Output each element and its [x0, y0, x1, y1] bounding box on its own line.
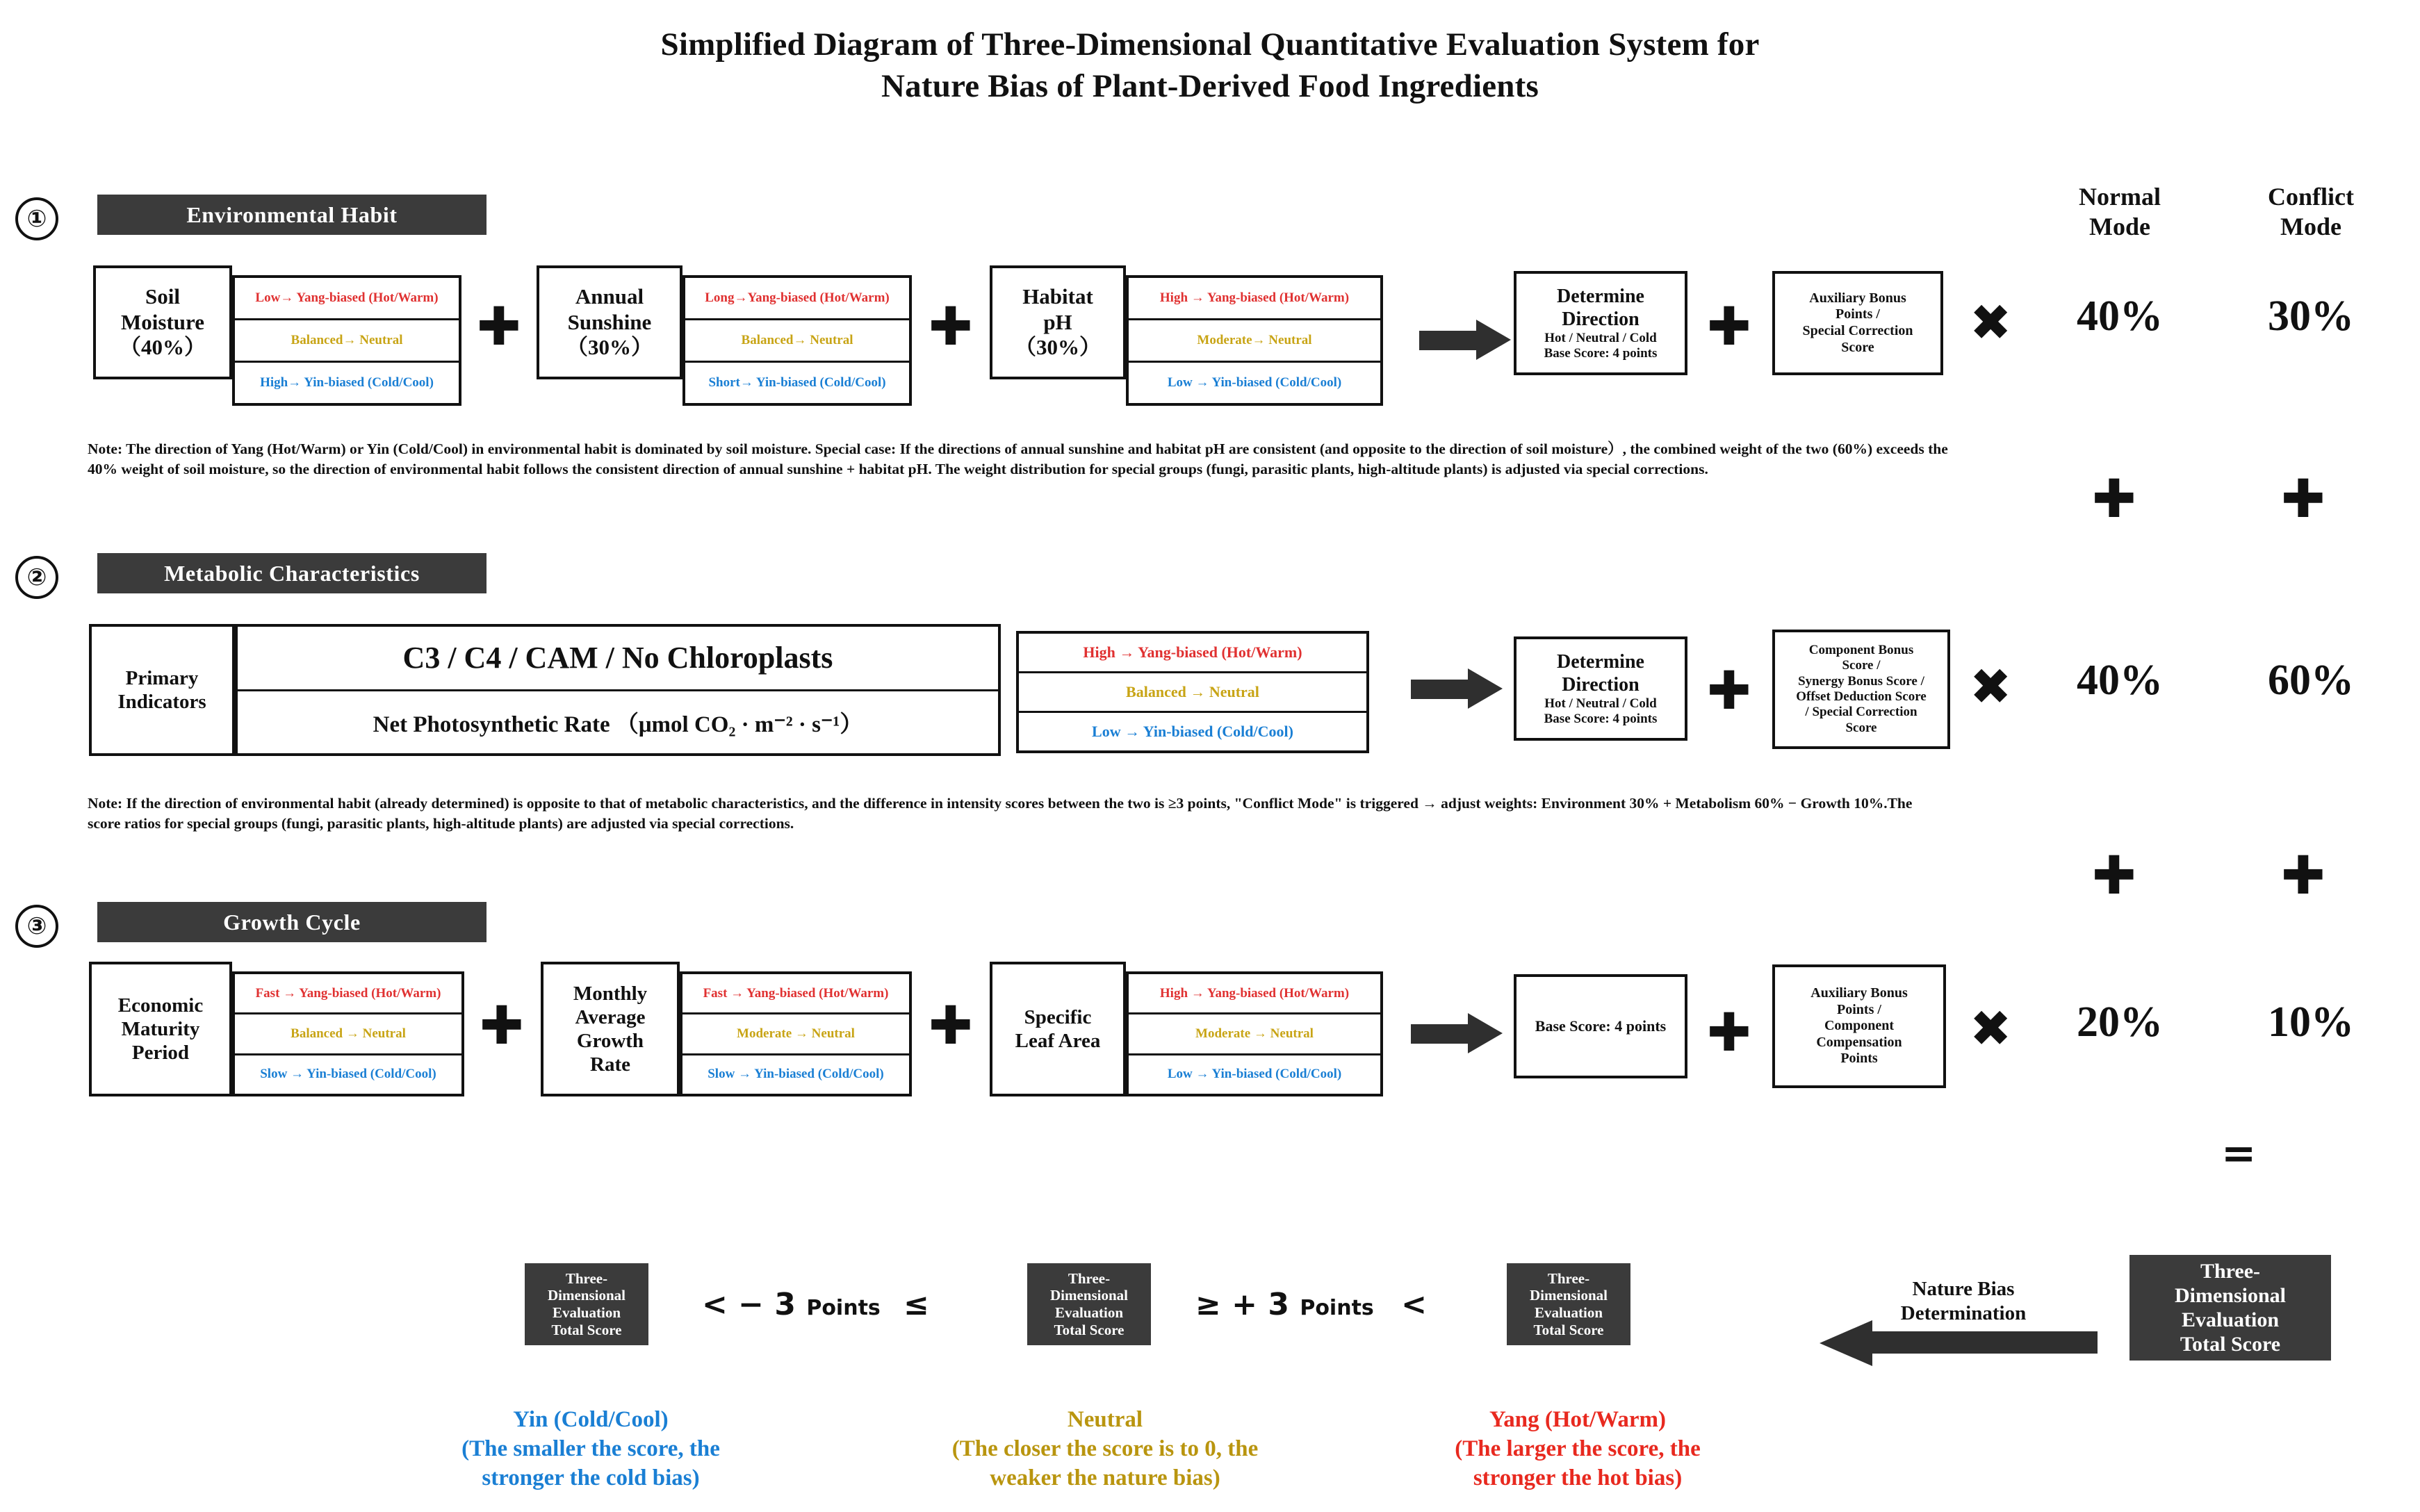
section-2-number: ②: [15, 556, 58, 599]
plus-operator: ✚: [1707, 1001, 1751, 1063]
times-operator: ✖: [1970, 999, 2012, 1058]
base-score-box-3: Base Score: 4 points: [1514, 974, 1687, 1078]
criteria-specific-leaf-area: High → Yang-biased (Hot/Warm) Moderate → Neutral Low → Yin-biased (Cold/Cool): [1126, 971, 1383, 1096]
criteria-economic-maturity: Fast → Yang-biased (Hot/Warm) Balanced → Neutral Slow → Yin-biased (Cold/Cool): [232, 971, 464, 1096]
normal-mode-header: Normal Mode: [2079, 183, 2161, 241]
total-score-chip-right: Three- Dimensional Evaluation Total Score: [1507, 1263, 1630, 1345]
page-title: [0, 24, 2420, 107]
component-bonus-box: Component Bonus Score / Synergy Bonus Score / Offset Deduction Score / Special Correction Score: [1772, 630, 1950, 749]
section-2-header: Metabolic Characteristics: [97, 553, 487, 593]
factor-soil-moisture: Soil Moisture （40%）: [93, 265, 232, 379]
section-1-note: Note: The direction of Yang (Hot/Warm) or Yin (Cold/Cool) in environmental habit is dominated by soil moisture. Special case: If the directions of annual sunshine and habitat pH are consistent (and opposite to the direction of soil moisture）, the combined weight of the two (60%) exceeds the 40% weight of soil moisture, so the direction of environmental habit follows the consistent direction of annual sunshine + habitat pH. The weight distribution for special groups (fungi, parasitic plants, high-altitude plants) is adjusted via special corrections.: [88, 441, 1948, 477]
page-title-line1: Simplified Diagram of Three-Dimensional Quantitative Evaluation System for: [660, 26, 1760, 63]
conflict-mode-header: Conflict Mode: [2268, 183, 2354, 241]
plus-operator: ✚: [929, 994, 973, 1056]
auxiliary-bonus-box-1: Auxiliary Bonus Points / Special Correction Score: [1772, 271, 1943, 375]
section-1-number: ①: [15, 197, 58, 240]
factor-habitat-ph: Habitat pH （30%）: [990, 265, 1126, 379]
determine-direction-box-1: Determine Direction Hot / Neutral / Cold Base Score: 4 points: [1514, 271, 1687, 375]
plus-operator-conflict: ✚: [2281, 844, 2325, 906]
section-1-header: Environmental Habit: [97, 195, 487, 235]
factor-economic-maturity-period: Economic Maturity Period: [89, 962, 232, 1096]
nature-bias-arrow-icon: [1820, 1320, 2098, 1366]
normal-weight-1: 40%: [2077, 293, 2163, 340]
total-score-chip-middle: Three- Dimensional Evaluation Total Score: [1027, 1263, 1151, 1345]
plus-operator-normal: ✚: [2092, 844, 2136, 906]
factor-specific-leaf-area: Specific Leaf Area: [990, 962, 1126, 1096]
legend-yin: Yin (Cold/Cool) (The smaller the score, the stronger the cold bias): [461, 1407, 720, 1491]
section-3-header: Growth Cycle: [97, 902, 487, 942]
nature-bias-label: Nature Bias Determination: [1900, 1278, 2027, 1324]
criteria-habitat-ph: High → Yang-biased (Hot/Warm) Moderate→ Neutral Low → Yin-biased (Cold/Cool): [1126, 275, 1383, 406]
section-2-note: Note: If the direction of environmental habit (already determined) is opposite to that of metabolic characteristics, and the difference in intensity scores between the two is ≥3 points, "Conflict Mode" is triggered → adjust weights: Environment 30% + Metabolism 60% − Growth 10%.The score ratios for special groups (fungi, parasitic plants, high-altitude plants) are adjusted via special corrections.: [88, 795, 1913, 832]
times-operator: ✖: [1970, 657, 2012, 716]
comparator-right: ≥ + 3 Points <: [1195, 1287, 1427, 1322]
flow-arrow-icon: [1411, 668, 1503, 709]
flow-arrow-icon: [1411, 1013, 1503, 1053]
section-3-number: ③: [15, 905, 58, 948]
auxiliary-bonus-box-3: Auxiliary Bonus Points / Component Compensation Points: [1772, 964, 1946, 1088]
three-dimensional-total-score-box: Three- Dimensional Evaluation Total Score: [2129, 1255, 2331, 1361]
plus-operator: ✚: [480, 994, 524, 1056]
plus-operator: ✚: [1707, 659, 1751, 721]
criteria-metabolic: High → Yang-biased (Hot/Warm) Balanced → Neutral Low → Yin-biased (Cold/Cool): [1016, 631, 1369, 753]
criteria-annual-sunshine: Long→Yang-biased (Hot/Warm) Balanced→ Neutral Short→ Yin-biased (Cold/Cool): [682, 275, 912, 406]
equals-operator: =: [2221, 1129, 2255, 1178]
factor-annual-sunshine: Annual Sunshine （30%）: [537, 265, 682, 379]
primary-indicators-box: Primary Indicators: [89, 624, 235, 756]
factor-monthly-average-growth-rate: Monthly Average Growth Rate: [541, 962, 680, 1096]
plus-operator: ✚: [929, 295, 973, 357]
conflict-weight-1: 30%: [2268, 293, 2354, 340]
plus-operator-normal: ✚: [2092, 468, 2136, 529]
plus-operator: ✚: [477, 295, 521, 357]
times-operator: ✖: [1970, 293, 2012, 352]
flow-arrow-icon: [1419, 320, 1511, 360]
criteria-monthly-growth-rate: Fast → Yang-biased (Hot/Warm) Moderate → Neutral Slow → Yin-biased (Cold/Cool): [680, 971, 912, 1096]
conflict-weight-3: 10%: [2268, 999, 2354, 1046]
normal-weight-3: 20%: [2077, 999, 2163, 1046]
normal-weight-2: 40%: [2077, 657, 2163, 704]
metabolic-primary-rows: C3 / C4 / CAM / No Chloroplasts Net Photosynthetic Rate （μmol CO₂ · m⁻² · s⁻¹）: [235, 624, 1001, 756]
legend-yang: Yang (Hot/Warm) (The larger the score, the stronger the hot bias): [1455, 1407, 1701, 1491]
total-score-chip-left: Three- Dimensional Evaluation Total Score: [525, 1263, 648, 1345]
plus-operator: ✚: [1707, 295, 1751, 357]
criteria-soil-moisture: Low→ Yang-biased (Hot/Warm) Balanced→ Neutral High→ Yin-biased (Cold/Cool): [232, 275, 461, 406]
plus-operator-conflict: ✚: [2281, 468, 2325, 529]
conflict-weight-2: 60%: [2268, 657, 2354, 704]
page-title-line2: Nature Bias of Plant-Derived Food Ingredients: [881, 68, 1539, 105]
legend-neutral: Neutral (The closer the score is to 0, the weaker the nature bias): [951, 1407, 1259, 1491]
determine-direction-box-2: Determine Direction Hot / Neutral / Cold Base Score: 4 points: [1514, 636, 1687, 741]
comparator-left: < − 3 Points ≤: [702, 1287, 929, 1322]
